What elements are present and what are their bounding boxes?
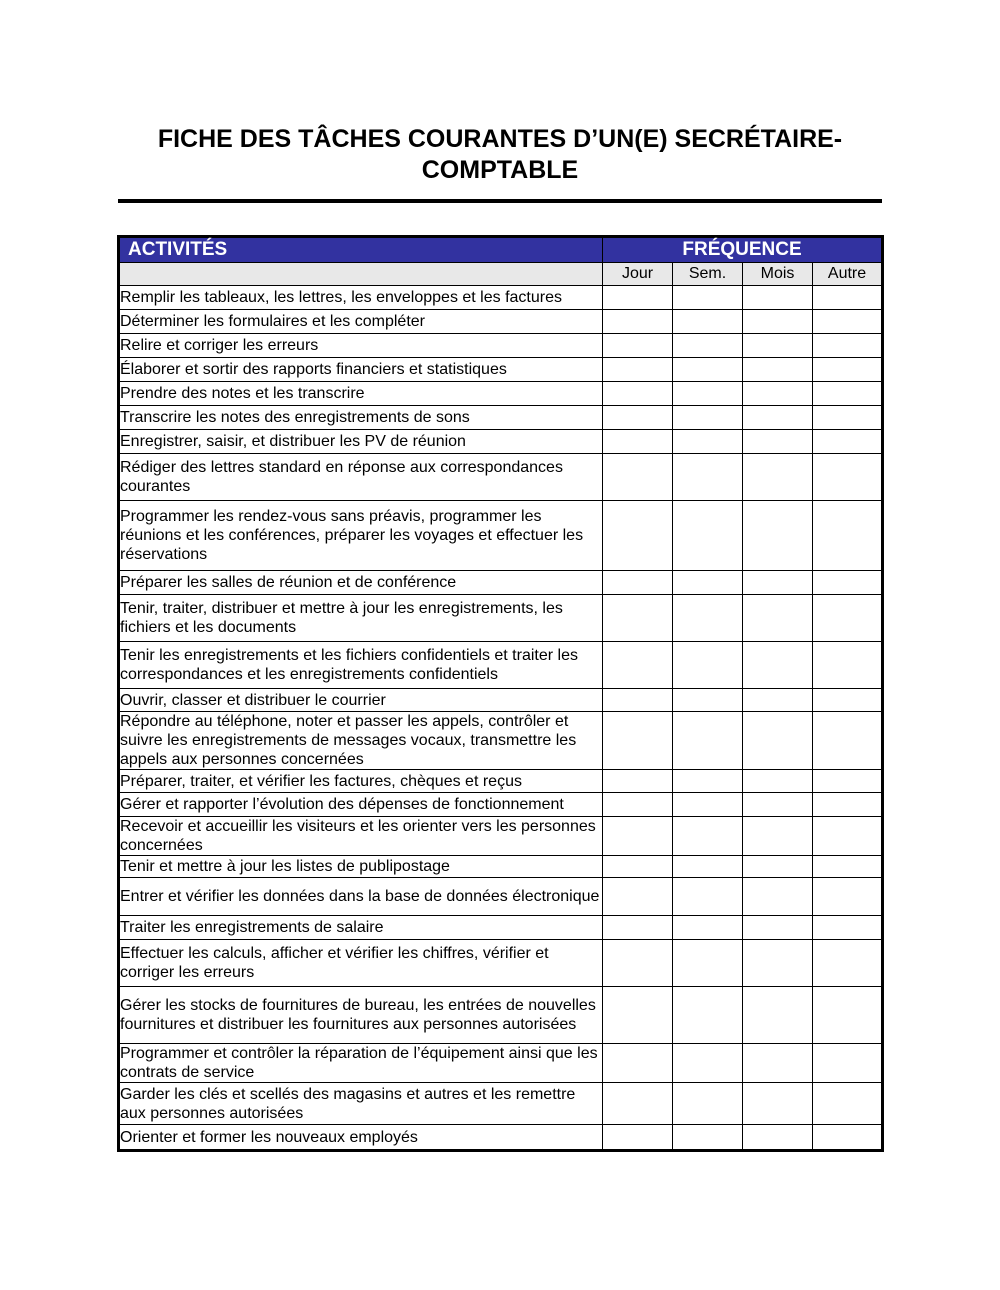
header-frequency: FRÉQUENCE — [603, 237, 883, 263]
table-row — [119, 770, 883, 793]
frequency-cell-jour[interactable] — [603, 793, 673, 817]
frequency-cell-autre[interactable] — [813, 501, 883, 571]
frequency-cell-sem[interactable] — [673, 454, 743, 501]
frequency-cell-jour[interactable] — [603, 286, 673, 310]
frequency-cell-mois[interactable] — [743, 1044, 813, 1083]
frequency-cell-autre[interactable] — [813, 406, 883, 430]
frequency-cell-autre[interactable] — [813, 793, 883, 817]
activity-cell: Enregistrer, saisir, et distribuer les PV de réunion — [119, 430, 603, 454]
frequency-cell-sem[interactable] — [673, 286, 743, 310]
title-line-1: FICHE DES TÂCHES COURANTES D’UN(E) SECRÉTAIRE- — [157, 125, 843, 153]
subheader-blank-cell — [119, 263, 603, 286]
frequency-cell-autre[interactable] — [813, 430, 883, 454]
frequency-cell-sem[interactable] — [673, 940, 743, 987]
subheader-jour: Jour — [603, 263, 673, 286]
frequency-cell-autre[interactable] — [813, 987, 883, 1044]
frequency-cell-jour[interactable] — [603, 878, 673, 916]
frequency-cell-mois[interactable] — [743, 406, 813, 430]
frequency-cell-jour[interactable] — [603, 501, 673, 571]
frequency-cell-mois[interactable] — [743, 310, 813, 334]
title-line-2: COMPTABLE — [421, 156, 579, 184]
activity-cell: Relire et corriger les erreurs — [119, 334, 603, 358]
frequency-cell-jour[interactable] — [603, 689, 673, 712]
activity-cell: Élaborer et sortir des rapports financiers et statistiques — [119, 358, 603, 382]
frequency-cell-jour[interactable] — [603, 406, 673, 430]
frequency-cell-jour[interactable] — [603, 712, 673, 770]
frequency-cell-sem[interactable] — [673, 1125, 743, 1151]
frequency-cell-jour[interactable] — [603, 430, 673, 454]
frequency-cell-autre[interactable] — [813, 454, 883, 501]
table-row — [119, 689, 883, 712]
activity-cell: Traiter les enregistrements de salaire — [119, 916, 603, 940]
frequency-cell-autre[interactable] — [813, 334, 883, 358]
frequency-cell-jour[interactable] — [603, 334, 673, 358]
frequency-cell-autre[interactable] — [813, 689, 883, 712]
activity-cell: Transcrire les notes des enregistrements de sons — [119, 406, 603, 430]
table-row — [119, 358, 883, 382]
frequency-cell-mois[interactable] — [743, 430, 813, 454]
frequency-cell-jour[interactable] — [603, 856, 673, 878]
frequency-cell-autre[interactable] — [813, 878, 883, 916]
frequency-cell-jour[interactable] — [603, 642, 673, 689]
frequency-cell-sem[interactable] — [673, 770, 743, 793]
activity-cell: Programmer les rendez-vous sans préavis, programmer les réunions et les conférences, préparer les voyages et effectuer les réservations — [119, 501, 603, 571]
frequency-cell-mois[interactable] — [743, 817, 813, 856]
frequency-cell-mois[interactable] — [743, 1083, 813, 1125]
frequency-cell-autre[interactable] — [813, 310, 883, 334]
activity-cell: Recevoir et accueillir les visiteurs et les orienter vers les personnes concernées — [119, 817, 603, 856]
table-row — [119, 286, 883, 310]
activity-cell: Rédiger des lettres standard en réponse aux correspondances courantes — [119, 454, 603, 501]
table-row — [119, 878, 883, 916]
activity-cell: Programmer et contrôler la réparation de l’équipement ainsi que les contrats de service — [119, 1044, 603, 1083]
subheader-mois: Mois — [743, 263, 813, 286]
activity-cell: Remplir les tableaux, les lettres, les enveloppes et les factures — [119, 286, 603, 310]
subheader-sem: Sem. — [673, 263, 743, 286]
frequency-cell-jour[interactable] — [603, 382, 673, 406]
table-row — [119, 571, 883, 595]
frequency-cell-sem[interactable] — [673, 382, 743, 406]
tasks-table — [117, 235, 884, 1152]
table-row — [119, 712, 883, 770]
table-row — [119, 916, 883, 940]
frequency-cell-sem[interactable] — [673, 817, 743, 856]
frequency-cell-mois[interactable] — [743, 987, 813, 1044]
frequency-cell-mois[interactable] — [743, 712, 813, 770]
activity-cell: Tenir, traiter, distribuer et mettre à jour les enregistrements, les fichiers et les documents — [119, 595, 603, 642]
frequency-cell-sem[interactable] — [673, 334, 743, 358]
frequency-cell-autre[interactable] — [813, 571, 883, 595]
frequency-cell-mois[interactable] — [743, 286, 813, 310]
frequency-cell-mois[interactable] — [743, 571, 813, 595]
table-row — [119, 406, 883, 430]
header-activities: ACTIVITÉS — [119, 237, 603, 263]
frequency-cell-sem[interactable] — [673, 689, 743, 712]
frequency-cell-autre[interactable] — [813, 595, 883, 642]
table-row — [119, 642, 883, 689]
table-row — [119, 334, 883, 358]
table-row — [119, 817, 883, 856]
frequency-cell-sem[interactable] — [673, 856, 743, 878]
frequency-cell-jour[interactable] — [603, 595, 673, 642]
activity-cell: Garder les clés et scellés des magasins et autres et les remettre aux personnes autorisées — [119, 1083, 603, 1125]
frequency-cell-mois[interactable] — [743, 940, 813, 987]
activity-cell: Répondre au téléphone, noter et passer les appels, contrôler et suivre les enregistrements de messages vocaux, transmettre les appels aux personnes concernées — [119, 712, 603, 770]
frequency-cell-jour[interactable] — [603, 940, 673, 987]
frequency-cell-mois[interactable] — [743, 358, 813, 382]
frequency-cell-jour[interactable] — [603, 916, 673, 940]
table-row — [119, 310, 883, 334]
frequency-cell-autre[interactable] — [813, 940, 883, 987]
frequency-cell-autre[interactable] — [813, 286, 883, 310]
frequency-cell-mois[interactable] — [743, 770, 813, 793]
table-row — [119, 793, 883, 817]
frequency-cell-autre[interactable] — [813, 358, 883, 382]
table-row — [119, 595, 883, 642]
frequency-cell-autre[interactable] — [813, 770, 883, 793]
frequency-cell-jour[interactable] — [603, 1083, 673, 1125]
frequency-cell-mois[interactable] — [743, 334, 813, 358]
table-row — [119, 430, 883, 454]
table-row — [119, 1083, 883, 1125]
frequency-cell-jour[interactable] — [603, 454, 673, 501]
frequency-cell-mois[interactable] — [743, 642, 813, 689]
frequency-cell-sem[interactable] — [673, 430, 743, 454]
frequency-cell-sem[interactable] — [673, 712, 743, 770]
frequency-cell-mois[interactable] — [743, 454, 813, 501]
frequency-cell-sem[interactable] — [673, 916, 743, 940]
activity-cell: Entrer et vérifier les données dans la base de données électronique — [119, 878, 603, 916]
frequency-cell-mois[interactable] — [743, 501, 813, 571]
frequency-cell-sem[interactable] — [673, 595, 743, 642]
frequency-cell-mois[interactable] — [743, 916, 813, 940]
table-row — [119, 454, 883, 501]
table-row — [119, 501, 883, 571]
frequency-cell-jour[interactable] — [603, 987, 673, 1044]
frequency-cell-sem[interactable] — [673, 310, 743, 334]
activity-cell: Gérer et rapporter l’évolution des dépenses de fonctionnement — [119, 793, 603, 817]
activity-cell: Tenir et mettre à jour les listes de publipostage — [119, 856, 603, 878]
frequency-cell-autre[interactable] — [813, 712, 883, 770]
frequency-cell-autre[interactable] — [813, 642, 883, 689]
frequency-cell-autre[interactable] — [813, 1125, 883, 1151]
frequency-cell-autre[interactable] — [813, 1083, 883, 1125]
frequency-cell-sem[interactable] — [673, 878, 743, 916]
activity-cell: Ouvrir, classer et distribuer le courrier — [119, 689, 603, 712]
activity-cell: Orienter et former les nouveaux employés — [119, 1125, 603, 1151]
table-subheader-row — [119, 263, 883, 286]
table-row — [119, 1125, 883, 1151]
frequency-cell-autre[interactable] — [813, 1044, 883, 1083]
subheader-autre: Autre — [813, 263, 883, 286]
frequency-cell-sem[interactable] — [673, 793, 743, 817]
frequency-cell-sem[interactable] — [673, 987, 743, 1044]
activity-cell: Prendre des notes et les transcrire — [119, 382, 603, 406]
frequency-cell-mois[interactable] — [743, 689, 813, 712]
activity-cell: Gérer les stocks de fournitures de bureau, les entrées de nouvelles fournitures et distribuer les fournitures aux personnes autorisées — [119, 987, 603, 1044]
frequency-cell-sem[interactable] — [673, 406, 743, 430]
table-row — [119, 856, 883, 878]
frequency-cell-jour[interactable] — [603, 358, 673, 382]
frequency-cell-sem[interactable] — [673, 571, 743, 595]
frequency-cell-sem[interactable] — [673, 642, 743, 689]
table-header-row — [119, 237, 883, 263]
table-row — [119, 1044, 883, 1083]
frequency-cell-mois[interactable] — [743, 856, 813, 878]
frequency-cell-jour[interactable] — [603, 1125, 673, 1151]
table-row — [119, 987, 883, 1044]
frequency-cell-jour[interactable] — [603, 817, 673, 856]
frequency-cell-sem[interactable] — [673, 501, 743, 571]
activity-cell: Déterminer les formulaires et les compléter — [119, 310, 603, 334]
frequency-cell-mois[interactable] — [743, 793, 813, 817]
frequency-cell-jour[interactable] — [603, 310, 673, 334]
frequency-cell-autre[interactable] — [813, 817, 883, 856]
table-row — [119, 382, 883, 406]
frequency-cell-mois[interactable] — [743, 1125, 813, 1151]
frequency-cell-jour[interactable] — [603, 1044, 673, 1083]
page-title — [118, 124, 882, 186]
frequency-cell-sem[interactable] — [673, 1083, 743, 1125]
table-body — [119, 286, 883, 1151]
activity-cell: Effectuer les calculs, afficher et vérifier les chiffres, vérifier et corriger les erreurs — [119, 940, 603, 987]
frequency-cell-mois[interactable] — [743, 595, 813, 642]
frequency-cell-jour[interactable] — [603, 770, 673, 793]
frequency-cell-mois[interactable] — [743, 382, 813, 406]
activity-cell: Préparer, traiter, et vérifier les factures, chèques et reçus — [119, 770, 603, 793]
frequency-cell-autre[interactable] — [813, 382, 883, 406]
frequency-cell-mois[interactable] — [743, 878, 813, 916]
title-underline — [118, 199, 882, 203]
table-row — [119, 940, 883, 987]
frequency-cell-autre[interactable] — [813, 856, 883, 878]
activity-cell: Préparer les salles de réunion et de conférence — [119, 571, 603, 595]
frequency-cell-sem[interactable] — [673, 358, 743, 382]
frequency-cell-sem[interactable] — [673, 1044, 743, 1083]
activity-cell: Tenir les enregistrements et les fichiers confidentiels et traiter les correspondances et les enregistrements confidentiels — [119, 642, 603, 689]
frequency-cell-jour[interactable] — [603, 571, 673, 595]
frequency-cell-autre[interactable] — [813, 916, 883, 940]
